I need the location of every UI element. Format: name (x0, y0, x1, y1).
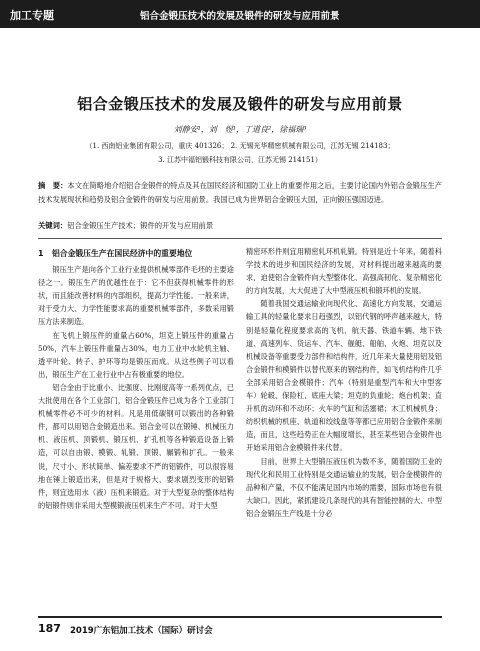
body-paragraph: 在飞机上锻压件的重量占60%，坦克上锻压件的重量占50%，汽车上锻压件重量占30%，电力工业中水轮机主轴、透平叶轮、转子、护环等均是锻压而成。从这些例子可以看出，锻压生产在工业行业中占有极重要的地位。 (38, 330, 234, 379)
body-paragraph: 目前，世界上大型锻压液压机为数不多，随着国防工业的现代化和民用工业特别是交通运输业的发展，铝合金模锻件的品种和产量，不仅不能满足国内市场的需要，国际市场也有很大缺口。因此，紧抓建设几条现代的具有智能控制的大、中型铝合金锻压生产线是十分必 (246, 456, 442, 518)
body-paragraph: 随着我国交通运输业向现代化、高速化方向发展，交通运输工具的轻量化要求日趋强烈，以铝代钢的呼声越来越大，特别是轻量化程度要求高的飞机、航天器、铁道车辆、地下铁道、高速列车、货运车、汽车、舰艇、船舶、火炮、坦克以及机械设备等重要受力部件和结构件，近几年来大量使用铝及铝合金锻件和模锻件以替代原来的钢结构件，如飞机结构件几乎全部采用铝合金模锻件；汽车（特别是重型汽车和大中型客车）轮毂、保险杠、底座大梁；坦克的负重轮；炮台机架；直升机的动环和不动环；火车的气缸和活塞裙；木工机械机身；纺织机械的机座、轨道和绞线盘等等都已应用铝合金锻件来制造，而且，这些趋势正在大幅度增长，甚至某些铝合金锻件也开始采用铝合金模锻件来代替。 (246, 299, 442, 453)
article-title: 铝合金锻压技术的发展及锻件的研发与应用前景 (77, 95, 403, 113)
keywords (38, 221, 442, 231)
section-number: 1 (38, 249, 44, 258)
abstract-divider (38, 238, 442, 239)
page-number: 187 (38, 622, 61, 635)
page-footer (0, 614, 480, 642)
journal-name: 2019广东铝加工技术（国际）研讨会 (70, 626, 213, 636)
running-header (0, 0, 480, 28)
running-title: 铝合金锻压技术的发展及锻件的研发与应用前景 (140, 11, 340, 22)
keywords-text: 铝合金锻压生产技术；锻件的开发与应用前景 (67, 221, 214, 230)
abstract (38, 179, 442, 207)
abstract-label: 摘 要： (38, 181, 68, 190)
left-column (38, 245, 234, 512)
right-column (246, 245, 442, 520)
author-list: 刘静安¹，刘 煜¹，丁道良²，徐福瑞³ (173, 125, 307, 134)
body-paragraph: 精密环形件则宜用精密轧环机轧锻。特别是近十年来，随着科学技术的进步和国民经济的发展，对材料提出越来越高的要求，迫使铝合金锻件向大型整体化、高强高韧化、复杂精密化的方向发展，大大促进了大中型液压机和锻环机的发展。 (246, 247, 442, 296)
body-paragraph: 锻压生产是向各个工业行业提供机械零部件毛坯的主要途径之一。锻压生产的优越性在于：它不但获得机械零件的形状，而且能改善材料的内部组织，提高力学性能。一般来讲，对于受力大、力学性能要求高的重要机械零部件，多数采用锻压方法来制造。 (38, 265, 234, 327)
keywords-label: 关键词： (38, 221, 68, 230)
affiliation-line-2: 3. 江苏中福铝锻科技有限公司，江苏无锡 214151） (158, 156, 322, 164)
section-title: 铝合金锻压生产在国民经济中的重要地位 (52, 249, 193, 258)
affiliation-line-1: （1. 西南铝业集团有限公司，重庆 401326； 2. 无锡光华精密机械有限公司，江苏无锡 214183； (85, 142, 395, 150)
footer-rule (38, 616, 442, 618)
section-heading (38, 247, 234, 260)
column-tag: 加工专题 (10, 9, 54, 22)
abstract-text: 本文在简略地介绍铝合金锻件的特点及其在国民经济和国防工业上的重要作用之后，主要讨论国内外铝合金锻压生产技术发展现状和趋势及铝合金锻件的研发与应用前景。我国已成为世界铝合金锻压大国，正向锻压强国迈进。 (38, 181, 443, 204)
body-paragraph: 铝合金由于比重小、比强度、比刚度高等一系列优点，已大批使用在各个工业部门，铝合金锻压件已成为各个工业部门机械零件必不可少的材料。凡是用低碳钢可以锻出的各种锻件，都可以用铝合金锻造出来。铝合金可以在锻锤、机械压力机、液压机、顶锻机、锻压机、扩孔机等各种锻造设备上锻造，可以自由锻、模锻、轧锻、顶锻、辗锻和扩孔。一般来说，尺寸小、形状简单、偏差要求不严的铝锻件，可以很容易地在锤上锻造出来，但是对于规格大、要求剧烈变形的铝锻件，则宜选用水（液）压机来锻造。对于大型复杂的整体结构的铝锻件则非采用大型模锻液压机来生产不可。对于大型 (38, 382, 234, 510)
